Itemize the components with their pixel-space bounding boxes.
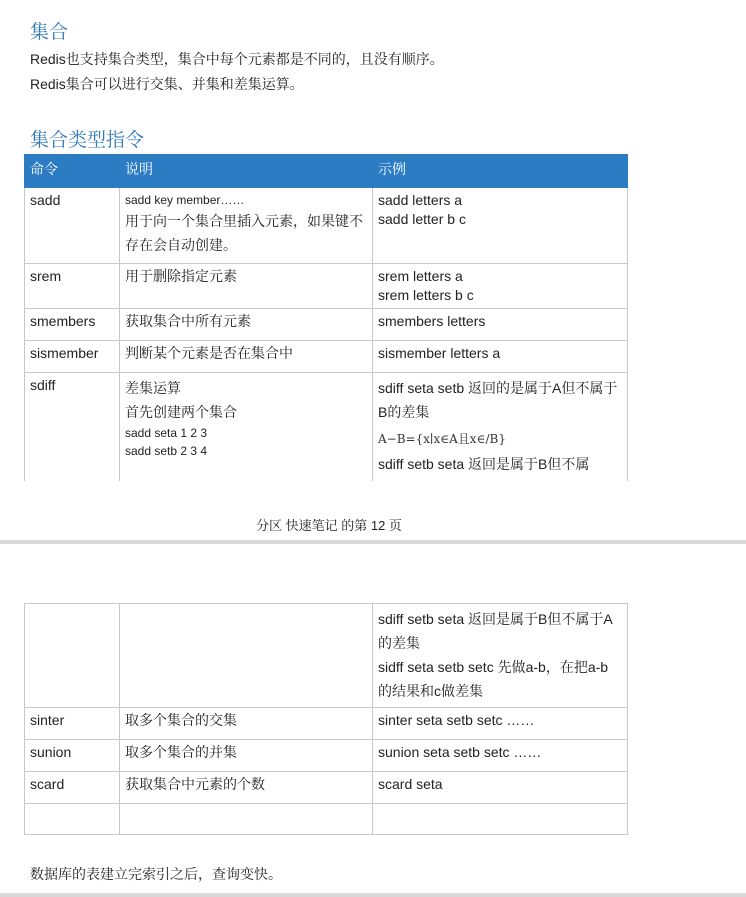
cell-example: scard seta <box>373 772 628 804</box>
command-table-page1 <box>24 154 628 481</box>
cell-command: smembers <box>25 309 120 341</box>
cell-command: sadd <box>25 188 120 264</box>
desc-text: 用于向一个集合里插入元素，如果键不存在会自动创建。 <box>125 213 363 253</box>
desc-code: sadd seta 1 2 3 <box>125 426 208 440</box>
example-line: sidff seta setb setc 先做a-b，在把a-b的结果和c做差集 <box>378 659 609 699</box>
header-example: 示例 <box>373 155 628 188</box>
section-title-sets: 集合 <box>30 22 69 43</box>
cell-description: 取多个集合的交集 <box>120 708 373 740</box>
cell-description: 用于删除指定元素 <box>120 264 373 309</box>
cell-description <box>120 604 373 708</box>
cell-example <box>373 373 628 482</box>
table-row <box>25 740 628 772</box>
section-title-commands: 集合类型指令 <box>30 130 145 151</box>
table-row <box>25 264 628 309</box>
closing-note: 数据库的表建立完索引之后，查询变快。 <box>30 866 282 882</box>
cell-command: srem <box>25 264 120 309</box>
table-row <box>25 708 628 740</box>
intro-line-1: Redis也支持集合类型，集合中每个元素都是不同的，且没有顺序。 <box>30 51 444 67</box>
cell-description <box>120 804 373 835</box>
page-separator <box>0 540 746 544</box>
example-line: srem letters a <box>378 268 463 284</box>
cell-command: scard <box>25 772 120 804</box>
cell-example: sunion seta setb setc …… <box>373 740 628 772</box>
intro-line-2: Redis集合可以进行交集、并集和差集运算。 <box>30 76 304 92</box>
cell-example <box>373 604 628 708</box>
cell-example <box>373 804 628 835</box>
header-description: 说明 <box>120 155 373 188</box>
table-header-row <box>25 155 628 188</box>
cell-example <box>373 188 628 264</box>
desc-text: 差集运算 <box>125 380 181 396</box>
cell-description: 判断某个元素是否在集合中 <box>120 341 373 373</box>
table-row <box>25 804 628 835</box>
table-row <box>25 772 628 804</box>
example-line: sadd letters a <box>378 192 463 208</box>
example-line: sadd letter b c <box>378 211 466 227</box>
example-line: sdiff setb seta 返回是属于B但不属 <box>378 456 590 472</box>
table-row <box>25 341 628 373</box>
cell-description: 取多个集合的并集 <box>120 740 373 772</box>
cell-description: 获取集合中所有元素 <box>120 309 373 341</box>
cell-example: sismember letters a <box>373 341 628 373</box>
set-difference-formula: A−B={x∣x∈A且x∈/B} <box>378 432 506 446</box>
table-row <box>25 373 628 482</box>
table-row <box>25 309 628 341</box>
cell-description: 获取集合中元素的个数 <box>120 772 373 804</box>
desc-code: sadd setb 2 3 4 <box>125 444 208 458</box>
cell-example <box>373 264 628 309</box>
example-line: sdiff seta setb 返回的是属于A但不属于B的差集 <box>378 380 618 420</box>
cell-command: sunion <box>25 740 120 772</box>
desc-text: 首先创建两个集合 <box>125 404 237 420</box>
cell-command: sismember <box>25 341 120 373</box>
table-row <box>25 604 628 708</box>
cell-example: smembers letters <box>373 309 628 341</box>
cell-command <box>25 604 120 708</box>
desc-syntax: sadd key member…… <box>125 193 245 207</box>
page-footer: 分区 快速笔记 的第 12 页 <box>256 518 402 533</box>
cell-description <box>120 188 373 264</box>
example-line: sdiff setb seta 返回是属于B但不属于A的差集 <box>378 611 613 651</box>
page-separator <box>0 893 746 897</box>
example-line: srem letters b c <box>378 287 474 303</box>
cell-example: sinter seta setb setc …… <box>373 708 628 740</box>
table-row <box>25 188 628 264</box>
cell-command: sinter <box>25 708 120 740</box>
command-table-page2 <box>24 603 628 835</box>
cell-command: sdiff <box>25 373 120 482</box>
cell-command <box>25 804 120 835</box>
cell-description <box>120 373 373 482</box>
page1-table-viewport <box>0 154 746 481</box>
header-command: 命令 <box>25 155 120 188</box>
